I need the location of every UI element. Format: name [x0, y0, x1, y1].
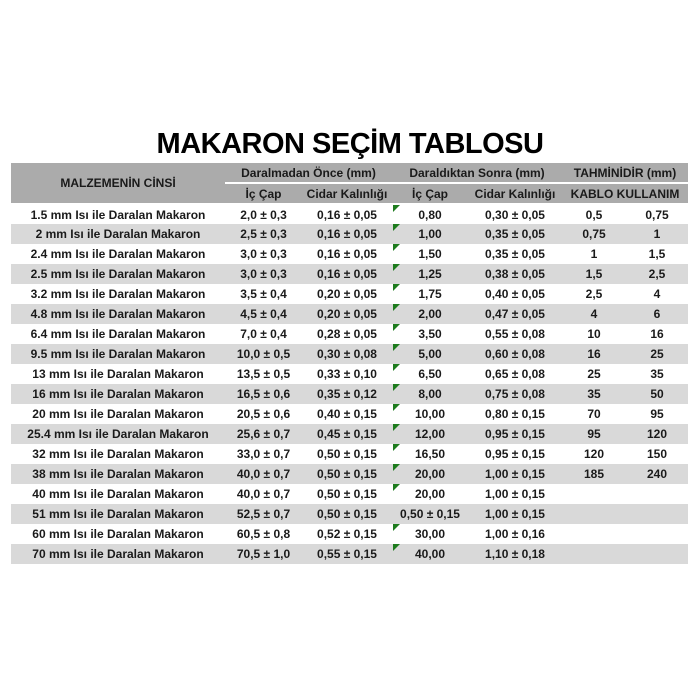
material-cell-value: 9.5 mm Isı ile Daralan Makaron: [30, 347, 206, 361]
inner-diameter-before-cell: [225, 204, 302, 224]
wall-thickness-before-cell-value: 0,50 ± 0,15: [317, 447, 377, 461]
wall-thickness-after-cell: [468, 364, 562, 384]
inner-diameter-after-cell-value: 1,00: [418, 227, 442, 241]
inner-diameter-after-cell-value: 2,00: [418, 307, 442, 321]
cable-usage-max-cell: [626, 264, 688, 284]
table-row: [11, 504, 688, 524]
wall-thickness-before-cell: [302, 284, 392, 304]
wall-thickness-before-cell: [302, 304, 392, 324]
wall-thickness-after-cell-value: 0,35 ± 0,05: [485, 247, 545, 261]
table-body: [11, 204, 688, 564]
cable-usage-min-cell-value: 0,75: [582, 227, 606, 241]
cable-usage-max-cell: [626, 464, 688, 484]
material-cell: [11, 484, 225, 504]
material-cell-value: 32 mm Isı ile Daralan Makaron: [32, 447, 204, 461]
table-row: [11, 484, 688, 504]
wall-thickness-before-cell-value: 0,20 ± 0,05: [317, 287, 377, 301]
wall-thickness-before-cell: [302, 264, 392, 284]
wall-thickness-after-cell-value: 0,55 ± 0,08: [485, 327, 545, 341]
cable-usage-min-cell: [562, 284, 626, 304]
inner-diameter-after-cell-value: 5,00: [418, 347, 442, 361]
inner-diameter-after-cell: [392, 324, 468, 344]
cable-usage-max-cell-value: 150: [646, 447, 668, 461]
inner-diameter-before-cell-value: 40,0 ± 0,7: [236, 487, 291, 501]
excel-error-flag-icon: [393, 404, 400, 411]
inner-diameter-before-cell: [225, 264, 302, 284]
inner-diameter-after-cell: [392, 484, 468, 504]
table-row: [11, 224, 688, 244]
cable-usage-min-cell-value: 4: [590, 307, 598, 321]
inner-diameter-before-cell: [225, 524, 302, 544]
inner-diameter-after-cell-value: 30,00: [414, 527, 446, 541]
wall-thickness-after-cell: [468, 264, 562, 284]
wall-thickness-before-cell: [302, 464, 392, 484]
table-row: [11, 204, 688, 224]
cable-usage-min-cell: [562, 404, 626, 424]
wall-thickness-after-cell: [468, 384, 562, 404]
inner-diameter-before-cell-value: 3,0 ± 0,3: [240, 247, 287, 261]
excel-error-flag-icon: [393, 205, 400, 212]
cable-usage-min-cell: [562, 224, 626, 244]
wall-thickness-after-cell: [468, 224, 562, 244]
cable-usage-min-cell: [562, 484, 626, 504]
cable-usage-max-cell-value: 35: [650, 367, 664, 381]
wall-thickness-before-cell: [302, 444, 392, 464]
cable-usage-max-cell: [626, 344, 688, 364]
inner-diameter-after-cell: [392, 304, 468, 324]
cable-usage-min-cell: [562, 464, 626, 484]
material-cell: [11, 224, 225, 244]
wall-thickness-after-cell-value: 0,40 ± 0,05: [485, 287, 545, 301]
cable-usage-min-cell-value: 1: [590, 247, 598, 261]
material-cell: [11, 204, 225, 224]
inner-diameter-after-cell: [392, 264, 468, 284]
wall-thickness-after-cell-value: 1,00 ± 0,15: [485, 507, 545, 521]
inner-diameter-before-cell: [225, 244, 302, 264]
inner-diameter-before-cell-value: 70,5 ± 1,0: [236, 547, 291, 561]
inner-diameter-before-cell-value: 52,5 ± 0,7: [236, 507, 291, 521]
inner-diameter-before-cell: [225, 304, 302, 324]
wall-thickness-before-cell: [302, 424, 392, 444]
inner-diameter-after-cell-value: 1,50: [418, 247, 442, 261]
cable-usage-max-cell: [626, 304, 688, 324]
wall-thickness-before-cell: [302, 224, 392, 244]
material-cell-value: 2.5 mm Isı ile Daralan Makaron: [30, 267, 206, 281]
inner-diameter-after-cell-value: 40,00: [414, 547, 446, 561]
cable-usage-max-cell-value: 16: [650, 327, 664, 341]
table-row: [11, 424, 688, 444]
inner-diameter-after-cell: [392, 224, 468, 244]
inner-diameter-after-cell: [392, 424, 468, 444]
table-row: [11, 524, 688, 544]
cable-usage-min-cell-value: 95: [587, 427, 601, 441]
excel-error-flag-icon: [393, 344, 400, 351]
wall-thickness-after-cell: [468, 524, 562, 544]
wall-thickness-after-cell: [468, 464, 562, 484]
group-header-estimate: TAHMİNİDİR (mm): [562, 163, 688, 183]
inner-diameter-before-cell: [225, 284, 302, 304]
inner-diameter-after-cell: [392, 244, 468, 264]
cable-usage-max-cell-value: 1: [653, 227, 661, 241]
excel-error-flag-icon: [393, 524, 400, 531]
cable-usage-max-cell: [626, 504, 688, 524]
material-cell-value: 60 mm Isı ile Daralan Makaron: [32, 527, 204, 541]
wall-thickness-before-cell-value: 0,50 ± 0,15: [317, 467, 377, 481]
subheader-wall-thickness-before: Cidar Kalınlığı: [302, 183, 392, 204]
inner-diameter-before-cell: [225, 464, 302, 484]
cable-usage-max-cell-value: 240: [646, 467, 668, 481]
wall-thickness-after-cell: [468, 424, 562, 444]
material-cell: [11, 264, 225, 284]
inner-diameter-after-cell: [392, 364, 468, 384]
material-cell: [11, 304, 225, 324]
material-cell-value: 1.5 mm Isı ile Daralan Makaron: [30, 207, 206, 222]
cable-usage-min-cell: [562, 244, 626, 264]
wall-thickness-before-cell-value: 0,16 ± 0,05: [317, 227, 377, 241]
inner-diameter-after-cell-value: 0,80: [418, 207, 442, 222]
inner-diameter-after-cell: [392, 284, 468, 304]
material-cell-value: 51 mm Isı ile Daralan Makaron: [32, 507, 204, 521]
material-cell-value: 3.2 mm Isı ile Daralan Makaron: [30, 287, 206, 301]
inner-diameter-before-cell-value: 7,0 ± 0,4: [240, 327, 287, 341]
inner-diameter-after-cell-value: 1,25: [418, 267, 442, 281]
inner-diameter-after-cell: [392, 464, 468, 484]
cable-usage-max-cell: [626, 364, 688, 384]
inner-diameter-before-cell: [225, 364, 302, 384]
wall-thickness-after-cell-value: 0,65 ± 0,08: [485, 367, 545, 381]
wall-thickness-after-cell: [468, 324, 562, 344]
inner-diameter-before-cell-value: 16,5 ± 0,6: [236, 387, 291, 401]
inner-diameter-after-cell-value: 20,00: [414, 467, 446, 481]
wall-thickness-after-cell-value: 0,38 ± 0,05: [485, 267, 545, 281]
inner-diameter-before-cell-value: 10,0 ± 0,5: [236, 347, 291, 361]
inner-diameter-after-cell-value: 0,50 ± 0,15: [400, 507, 460, 521]
wall-thickness-before-cell-value: 0,30 ± 0,08: [317, 347, 377, 361]
subheader-inner-diameter-before: İç Çap: [225, 183, 302, 204]
cable-usage-min-cell: [562, 504, 626, 524]
inner-diameter-after-cell: [392, 444, 468, 464]
material-cell-value: 25.4 mm Isı ile Daralan Makaron: [27, 427, 209, 441]
wall-thickness-after-cell: [468, 344, 562, 364]
cable-usage-min-cell-value: 120: [583, 447, 605, 461]
inner-diameter-before-cell: [225, 504, 302, 524]
cable-usage-max-cell-value: 2,5: [648, 267, 666, 281]
wall-thickness-after-cell: [468, 284, 562, 304]
wall-thickness-after-cell-value: 1,10 ± 0,18: [485, 547, 545, 561]
inner-diameter-after-cell: [392, 524, 468, 544]
cable-usage-max-cell: [626, 244, 688, 264]
material-cell: [11, 424, 225, 444]
cable-usage-min-cell-value: 185: [583, 467, 605, 481]
cable-usage-min-cell: [562, 524, 626, 544]
excel-error-flag-icon: [393, 444, 400, 451]
cable-usage-max-cell-value: 4: [653, 287, 661, 301]
makaron-selection-table: [11, 163, 688, 564]
cable-usage-max-cell-value: 50: [650, 387, 664, 401]
excel-error-flag-icon: [393, 324, 400, 331]
inner-diameter-before-cell: [225, 224, 302, 244]
wall-thickness-after-cell-value: 0,47 ± 0,05: [485, 307, 545, 321]
inner-diameter-after-cell-value: 8,00: [418, 387, 442, 401]
material-cell: [11, 544, 225, 564]
inner-diameter-before-cell-value: 2,0 ± 0,3: [240, 207, 287, 222]
wall-thickness-before-cell-value: 0,40 ± 0,15: [317, 407, 377, 421]
excel-error-flag-icon: [393, 384, 400, 391]
cable-usage-min-cell: [562, 304, 626, 324]
wall-thickness-after-cell-value: 0,75 ± 0,08: [485, 387, 545, 401]
material-cell: [11, 284, 225, 304]
excel-error-flag-icon: [393, 264, 400, 271]
wall-thickness-before-cell: [302, 404, 392, 424]
material-cell: [11, 444, 225, 464]
material-cell-value: 20 mm Isı ile Daralan Makaron: [32, 407, 204, 421]
excel-error-flag-icon: [393, 484, 400, 491]
cable-usage-max-cell: [626, 204, 688, 224]
inner-diameter-before-cell-value: 40,0 ± 0,7: [236, 467, 291, 481]
table-row: [11, 404, 688, 424]
wall-thickness-after-cell: [468, 504, 562, 524]
wall-thickness-after-cell: [468, 244, 562, 264]
cable-usage-max-cell: [626, 324, 688, 344]
material-cell-value: 38 mm Isı ile Daralan Makaron: [32, 467, 204, 481]
table-row: [11, 444, 688, 464]
wall-thickness-before-cell-value: 0,55 ± 0,15: [317, 547, 377, 561]
cable-usage-min-cell-value: 0,5: [585, 207, 603, 222]
page-title: MAKARON SEÇİM TABLOSU: [156, 128, 544, 160]
inner-diameter-after-cell: [392, 544, 468, 564]
excel-error-flag-icon: [393, 284, 400, 291]
wall-thickness-after-cell: [468, 404, 562, 424]
material-cell: [11, 324, 225, 344]
material-cell: [11, 464, 225, 484]
material-cell-value: 2.4 mm Isı ile Daralan Makaron: [30, 247, 206, 261]
material-cell: [11, 384, 225, 404]
table-row: [11, 364, 688, 384]
inner-diameter-after-cell: [392, 384, 468, 404]
wall-thickness-after-cell-value: 0,60 ± 0,08: [485, 347, 545, 361]
wall-thickness-after-cell-value: 1,00 ± 0,15: [485, 467, 545, 481]
cable-usage-min-cell-value: 35: [587, 387, 601, 401]
inner-diameter-after-cell-value: 16,50: [414, 447, 446, 461]
cable-usage-max-cell-value: 0,75: [645, 207, 669, 222]
excel-error-flag-icon: [393, 304, 400, 311]
wall-thickness-after-cell-value: 0,95 ± 0,15: [485, 427, 545, 441]
cable-usage-max-cell: [626, 404, 688, 424]
wall-thickness-before-cell-value: 0,20 ± 0,05: [317, 307, 377, 321]
table-row: [11, 304, 688, 324]
group-header-before-shrink: Daralmadan Önce (mm): [225, 163, 392, 183]
material-cell-value: 2 mm Isı ile Daralan Makaron: [35, 227, 201, 241]
cable-usage-max-cell-value: 95: [650, 407, 664, 421]
cable-usage-min-cell: [562, 384, 626, 404]
excel-error-flag-icon: [393, 224, 400, 231]
material-cell-value: 70 mm Isı ile Daralan Makaron: [32, 547, 204, 561]
cable-usage-max-cell-value: 120: [646, 427, 668, 441]
inner-diameter-before-cell: [225, 544, 302, 564]
inner-diameter-after-cell: [392, 204, 468, 224]
cable-usage-min-cell: [562, 324, 626, 344]
material-cell: [11, 244, 225, 264]
material-cell-value: 6.4 mm Isı ile Daralan Makaron: [30, 327, 206, 341]
inner-diameter-after-cell: [392, 504, 468, 524]
wall-thickness-before-cell: [302, 324, 392, 344]
table-row: [11, 244, 688, 264]
wall-thickness-after-cell: [468, 444, 562, 464]
table-row: [11, 464, 688, 484]
wall-thickness-after-cell-value: 0,95 ± 0,15: [485, 447, 545, 461]
wall-thickness-after-cell: [468, 304, 562, 324]
excel-error-flag-icon: [393, 464, 400, 471]
wall-thickness-before-cell: [302, 504, 392, 524]
inner-diameter-after-cell-value: 10,00: [414, 407, 446, 421]
wall-thickness-after-cell-value: 0,35 ± 0,05: [485, 227, 545, 241]
wall-thickness-before-cell-value: 0,16 ± 0,05: [317, 267, 377, 281]
wall-thickness-after-cell: [468, 484, 562, 504]
cable-usage-max-cell: [626, 544, 688, 564]
cable-usage-min-cell: [562, 544, 626, 564]
wall-thickness-after-cell-value: 1,00 ± 0,15: [485, 487, 545, 501]
inner-diameter-after-cell: [392, 344, 468, 364]
cable-usage-min-cell-value: 1,5: [585, 267, 603, 281]
table-row: [11, 264, 688, 284]
subheader-cable-usage: KABLO KULLANIM: [562, 183, 688, 204]
material-cell-value: 13 mm Isı ile Daralan Makaron: [32, 367, 204, 381]
cable-usage-max-cell-value: 6: [653, 307, 661, 321]
subheader-wall-thickness-after: Cidar Kalınlığı: [468, 183, 562, 204]
inner-diameter-before-cell-value: 20,5 ± 0,6: [236, 407, 291, 421]
inner-diameter-before-cell-value: 4,5 ± 0,4: [240, 307, 287, 321]
cable-usage-min-cell: [562, 264, 626, 284]
wall-thickness-before-cell: [302, 204, 392, 224]
cable-usage-max-cell: [626, 224, 688, 244]
wall-thickness-before-cell-value: 0,50 ± 0,15: [317, 507, 377, 521]
wall-thickness-before-cell: [302, 344, 392, 364]
subheader-inner-diameter-after: İç Çap: [392, 183, 468, 204]
material-cell: [11, 504, 225, 524]
table-row: [11, 344, 688, 364]
wall-thickness-after-cell-value: 0,80 ± 0,15: [485, 407, 545, 421]
inner-diameter-before-cell: [225, 344, 302, 364]
table-header: [11, 163, 688, 204]
inner-diameter-before-cell-value: 2,5 ± 0,3: [240, 227, 287, 241]
wall-thickness-before-cell-value: 0,33 ± 0,10: [317, 367, 377, 381]
table-row: [11, 384, 688, 404]
wall-thickness-after-cell: [468, 544, 562, 564]
wall-thickness-before-cell-value: 0,52 ± 0,15: [317, 527, 377, 541]
table-row: [11, 284, 688, 304]
inner-diameter-before-cell-value: 13,5 ± 0,5: [236, 367, 291, 381]
material-cell: [11, 404, 225, 424]
wall-thickness-after-cell-value: 0,30 ± 0,05: [485, 207, 545, 222]
wall-thickness-before-cell-value: 0,16 ± 0,05: [317, 207, 377, 222]
inner-diameter-before-cell: [225, 384, 302, 404]
col-header-material: MALZEMENİN CİNSİ: [11, 163, 225, 204]
excel-error-flag-icon: [393, 544, 400, 551]
material-cell-value: 16 mm Isı ile Daralan Makaron: [32, 387, 204, 401]
cable-usage-min-cell: [562, 344, 626, 364]
wall-thickness-before-cell-value: 0,28 ± 0,05: [317, 327, 377, 341]
inner-diameter-before-cell-value: 60,5 ± 0,8: [236, 527, 291, 541]
material-cell: [11, 364, 225, 384]
wall-thickness-before-cell-value: 0,35 ± 0,12: [317, 387, 377, 401]
wall-thickness-after-cell: [468, 204, 562, 224]
wall-thickness-before-cell-value: 0,16 ± 0,05: [317, 247, 377, 261]
wall-thickness-before-cell: [302, 484, 392, 504]
cable-usage-min-cell: [562, 444, 626, 464]
wall-thickness-before-cell: [302, 364, 392, 384]
inner-diameter-before-cell: [225, 484, 302, 504]
material-cell-value: 40 mm Isı ile Daralan Makaron: [32, 487, 204, 501]
excel-error-flag-icon: [393, 424, 400, 431]
cable-usage-min-cell: [562, 364, 626, 384]
cable-usage-max-cell-value: 25: [650, 347, 664, 361]
inner-diameter-after-cell-value: 3,50: [418, 327, 442, 341]
table-row: [11, 544, 688, 564]
inner-diameter-before-cell-value: 25,6 ± 0,7: [236, 427, 291, 441]
cable-usage-min-cell: [562, 204, 626, 224]
inner-diameter-before-cell: [225, 424, 302, 444]
cable-usage-max-cell: [626, 444, 688, 464]
inner-diameter-after-cell-value: 20,00: [414, 487, 446, 501]
wall-thickness-before-cell: [302, 244, 392, 264]
excel-error-flag-icon: [393, 364, 400, 371]
inner-diameter-before-cell-value: 33,0 ± 0,7: [236, 447, 291, 461]
wall-thickness-before-cell-value: 0,45 ± 0,15: [317, 427, 377, 441]
cable-usage-max-cell: [626, 524, 688, 544]
cable-usage-min-cell-value: 10: [587, 327, 601, 341]
cable-usage-min-cell-value: 70: [587, 407, 601, 421]
cable-usage-max-cell: [626, 284, 688, 304]
cable-usage-max-cell: [626, 384, 688, 404]
group-header-row: [11, 163, 688, 183]
material-cell-value: 4.8 mm Isı ile Daralan Makaron: [30, 307, 206, 321]
wall-thickness-before-cell-value: 0,50 ± 0,15: [317, 487, 377, 501]
cable-usage-min-cell-value: 2,5: [585, 287, 603, 301]
cable-usage-max-cell: [626, 484, 688, 504]
inner-diameter-before-cell-value: 3,5 ± 0,4: [240, 287, 287, 301]
inner-diameter-after-cell-value: 1,75: [418, 287, 442, 301]
inner-diameter-after-cell-value: 6,50: [418, 367, 442, 381]
cable-usage-min-cell-value: 25: [587, 367, 601, 381]
material-cell: [11, 344, 225, 364]
inner-diameter-before-cell: [225, 404, 302, 424]
cable-usage-min-cell: [562, 424, 626, 444]
wall-thickness-after-cell-value: 1,00 ± 0,16: [485, 527, 545, 541]
cable-usage-min-cell-value: 16: [587, 347, 601, 361]
excel-error-flag-icon: [393, 244, 400, 251]
wall-thickness-before-cell: [302, 524, 392, 544]
wall-thickness-before-cell: [302, 384, 392, 404]
inner-diameter-after-cell-value: 12,00: [414, 427, 446, 441]
cable-usage-max-cell: [626, 424, 688, 444]
group-header-after-shrink: Daraldıktan Sonra (mm): [392, 163, 562, 183]
cable-usage-max-cell-value: 1,5: [648, 247, 666, 261]
inner-diameter-before-cell-value: 3,0 ± 0,3: [240, 267, 287, 281]
inner-diameter-before-cell: [225, 444, 302, 464]
material-cell: [11, 524, 225, 544]
inner-diameter-after-cell: [392, 404, 468, 424]
wall-thickness-before-cell: [302, 544, 392, 564]
inner-diameter-before-cell: [225, 324, 302, 344]
table-row: [11, 324, 688, 344]
